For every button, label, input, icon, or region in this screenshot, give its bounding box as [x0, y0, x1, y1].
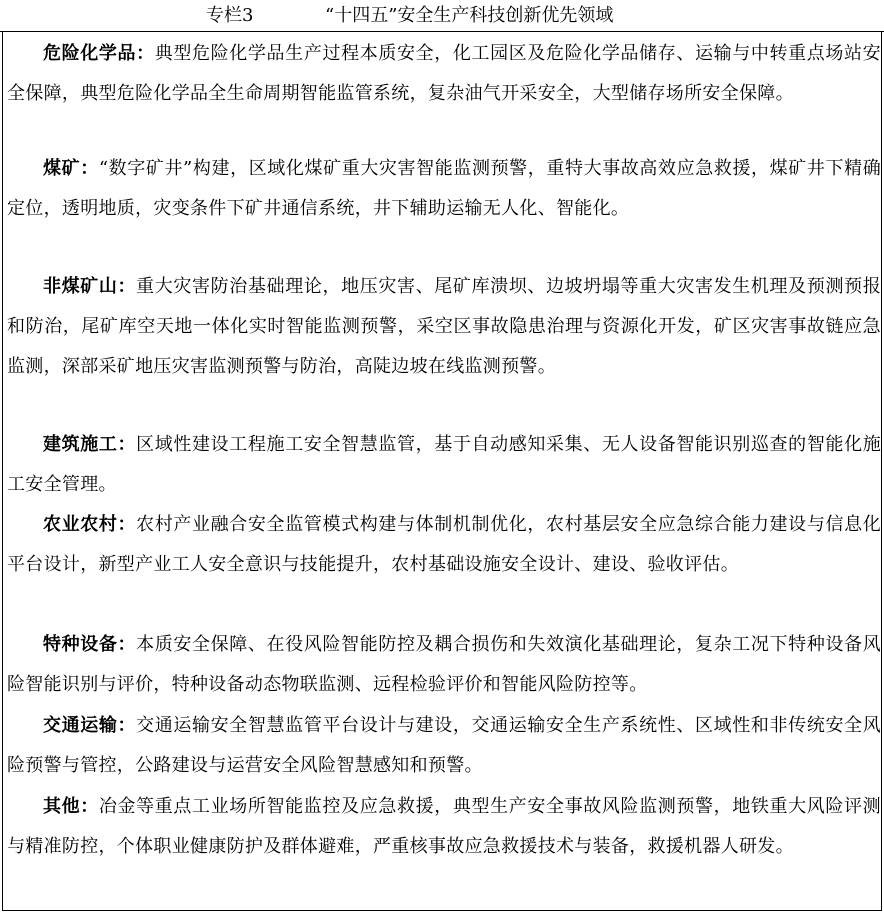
- section-text: 农村产业融合安全监管模式构建与体制机制优化，农村基层安全应急综合能力建设与信息化平台设计，新型产业工人安全意识与技能提升，农村基础设施安全设计、建设、验收评估。: [7, 514, 882, 575]
- section-coal-mines: [7, 149, 881, 229]
- section-hazardous-chemicals: [7, 34, 881, 114]
- section-text: 区域性建设工程施工安全智慧监管，基于自动感知采集、无人设备智能识别巡查的智能化施工安全管理。: [7, 434, 882, 495]
- section-text: 交通运输安全智慧监管平台设计与建设，交通运输安全生产系统性、区域性和非传统安全风险预警与管控，公路建设与运营安全风险智慧感知和预警。: [7, 715, 882, 776]
- section-heading: 农业农村：: [43, 514, 137, 535]
- section-others: [7, 787, 881, 867]
- section-heading: 特种设备：: [43, 634, 137, 655]
- section-text: 冶金等重点工业场所智能监控及应急救援，典型生产安全事故风险监测预警，地铁重大风险评测与精准防控，个体职业健康防护及群体避难，严重核事故应急救援技术与装备，救援机器人研发。: [7, 796, 881, 857]
- section-heading: 危险化学品：: [43, 43, 155, 64]
- section-construction: [7, 425, 881, 505]
- section-text: 本质安全保障、在役风险智能防控及耦合损伤和失效演化基础理论，复杂工况下特种设备风险智能识别与评价，特种设备动态物联监测、远程检验评价和智能风险防控等。: [7, 634, 882, 695]
- section-special-equipment: [7, 625, 881, 705]
- section-heading: 交通运输：: [43, 715, 137, 736]
- section-heading: 其他：: [43, 796, 99, 817]
- column-label: 专栏3: [206, 5, 254, 26]
- section-heading: 煤矿：: [43, 158, 99, 179]
- section-agriculture-rural: [7, 505, 881, 585]
- section-text: “数字矿井”构建，区域化煤矿重大灾害智能监测预警，重特大事故高效应急救援，煤矿井下精确定位，透明地质，灾变条件下矿井通信系统，井下辅助运输无人化、智能化。: [7, 158, 881, 219]
- column-title-row: [0, 0, 884, 32]
- section-heading: 建筑施工：: [43, 434, 137, 455]
- section-non-coal-mines: [7, 267, 881, 387]
- section-transportation: [7, 706, 881, 786]
- section-text: 典型危险化学品生产过程本质安全，化工园区及危险化学品储存、运输与中转重点场站安全保障，典型危险化学品全生命周期智能监管系统，复杂油气开采安全，大型储存场所安全保障。: [7, 43, 881, 104]
- section-text: 重大灾害防治基础理论，地压灾害、尾矿库溃坝、边坡坍塌等重大灾害发生机理及预测预报和防治，尾矿库空天地一体化实时智能监测预警，采空区事故隐患治理与资源化开发，矿区灾害事故链应急监测，深部采矿地压灾害监测预警与防治，高陡边坡在线监测预警。: [7, 276, 882, 377]
- column-title: “十四五”安全生产科技创新优先领域: [325, 5, 614, 26]
- column-body: [2, 32, 882, 911]
- section-heading: 非煤矿山：: [43, 276, 137, 297]
